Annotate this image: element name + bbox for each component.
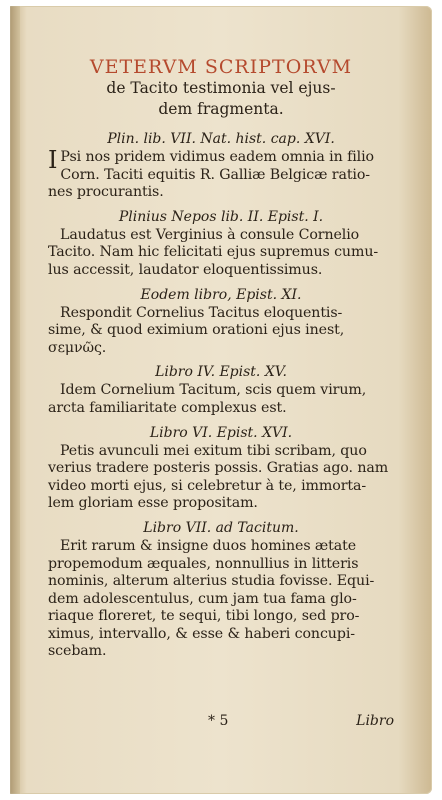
page-gutter — [10, 6, 20, 794]
text-line: Laudatus est Verginius à consule Cornelio — [60, 226, 360, 243]
text-line: Idem Cornelium Tacitum, scis quem virum, — [60, 382, 367, 399]
text-line: dem adolescentulus, cum jam tua fama glo- — [48, 590, 357, 607]
section-body — [48, 538, 394, 661]
text-line: propemodum æquales, nonnullius in litteris — [48, 555, 359, 572]
text-line: riaque floreret, te sequi, tibi longo, sed pro- — [48, 608, 360, 625]
text-line: lem gloriam esse propositam. — [48, 495, 258, 512]
section-heading: Plin. lib. VII. Nat. hist. cap. XVI. — [107, 131, 335, 147]
text-line: Respondit Cornelius Tacitus eloquentis- — [60, 304, 343, 321]
text-line: σεμνῶς. — [48, 339, 107, 356]
catchword: Libro — [356, 713, 394, 729]
section-body — [48, 382, 394, 417]
page-text — [48, 56, 394, 661]
section-body — [48, 443, 394, 513]
section-heading: Libro IV. Epist. XV. — [155, 364, 287, 381]
section-body — [48, 227, 394, 280]
subtitle-line-1: de Tacito testimonia vel ejus- — [106, 79, 336, 97]
subtitle-line-2: dem fragmenta. — [158, 100, 284, 118]
section-heading: Eodem libro, Epist. XI. — [140, 286, 302, 303]
book-page — [10, 6, 432, 794]
text-line: scebam. — [48, 643, 107, 660]
text-line: Petis avunculi mei exitum tibi scribam, quo — [60, 442, 367, 459]
text-line: video morti ejus, si celebretur à te, immorta- — [48, 477, 367, 494]
section-heading: Libro VI. Epist. XVI. — [149, 424, 293, 441]
text-line: I Psi nos pridem vidimus eadem omnia in filio — [48, 146, 374, 174]
text-line: sime, & quod eximium orationi ejus inest, — [48, 322, 345, 339]
drop-cap: I — [48, 146, 58, 174]
section-heading: Libro VII. ad Tacitum. — [143, 519, 299, 536]
text-line: Erit rarum & insigne duos homines ætate — [60, 537, 357, 554]
text-line: Tacito. Nam hic felicitati ejus supremus cumu- — [48, 244, 379, 261]
text-line: ximus, intervallo, & esse & haberi concupi- — [48, 625, 355, 642]
text-line: arcta familiaritate complexus est. — [48, 399, 287, 416]
section-heading: Plinius Nepos lib. II. Epist. I. — [118, 208, 324, 225]
text-line: nominis, alterum alterius studia fovisse. Equi- — [48, 573, 375, 590]
text-line: verius tradere posteris possis. Gratias ago. nam — [48, 460, 389, 477]
page-footer — [48, 713, 394, 733]
text-line: nes procurantis. — [48, 184, 164, 201]
section-body — [48, 305, 394, 358]
signature-mark: * 5 — [208, 713, 229, 729]
text-line: lus accessit, laudator eloquentissimus. — [48, 261, 323, 278]
section-body — [48, 146, 394, 202]
page-title: VETERVM SCRIPTORVM — [89, 56, 353, 78]
text-line: Corn. Taciti equitis R. Galliæ Belgicæ ratio- — [60, 166, 370, 183]
